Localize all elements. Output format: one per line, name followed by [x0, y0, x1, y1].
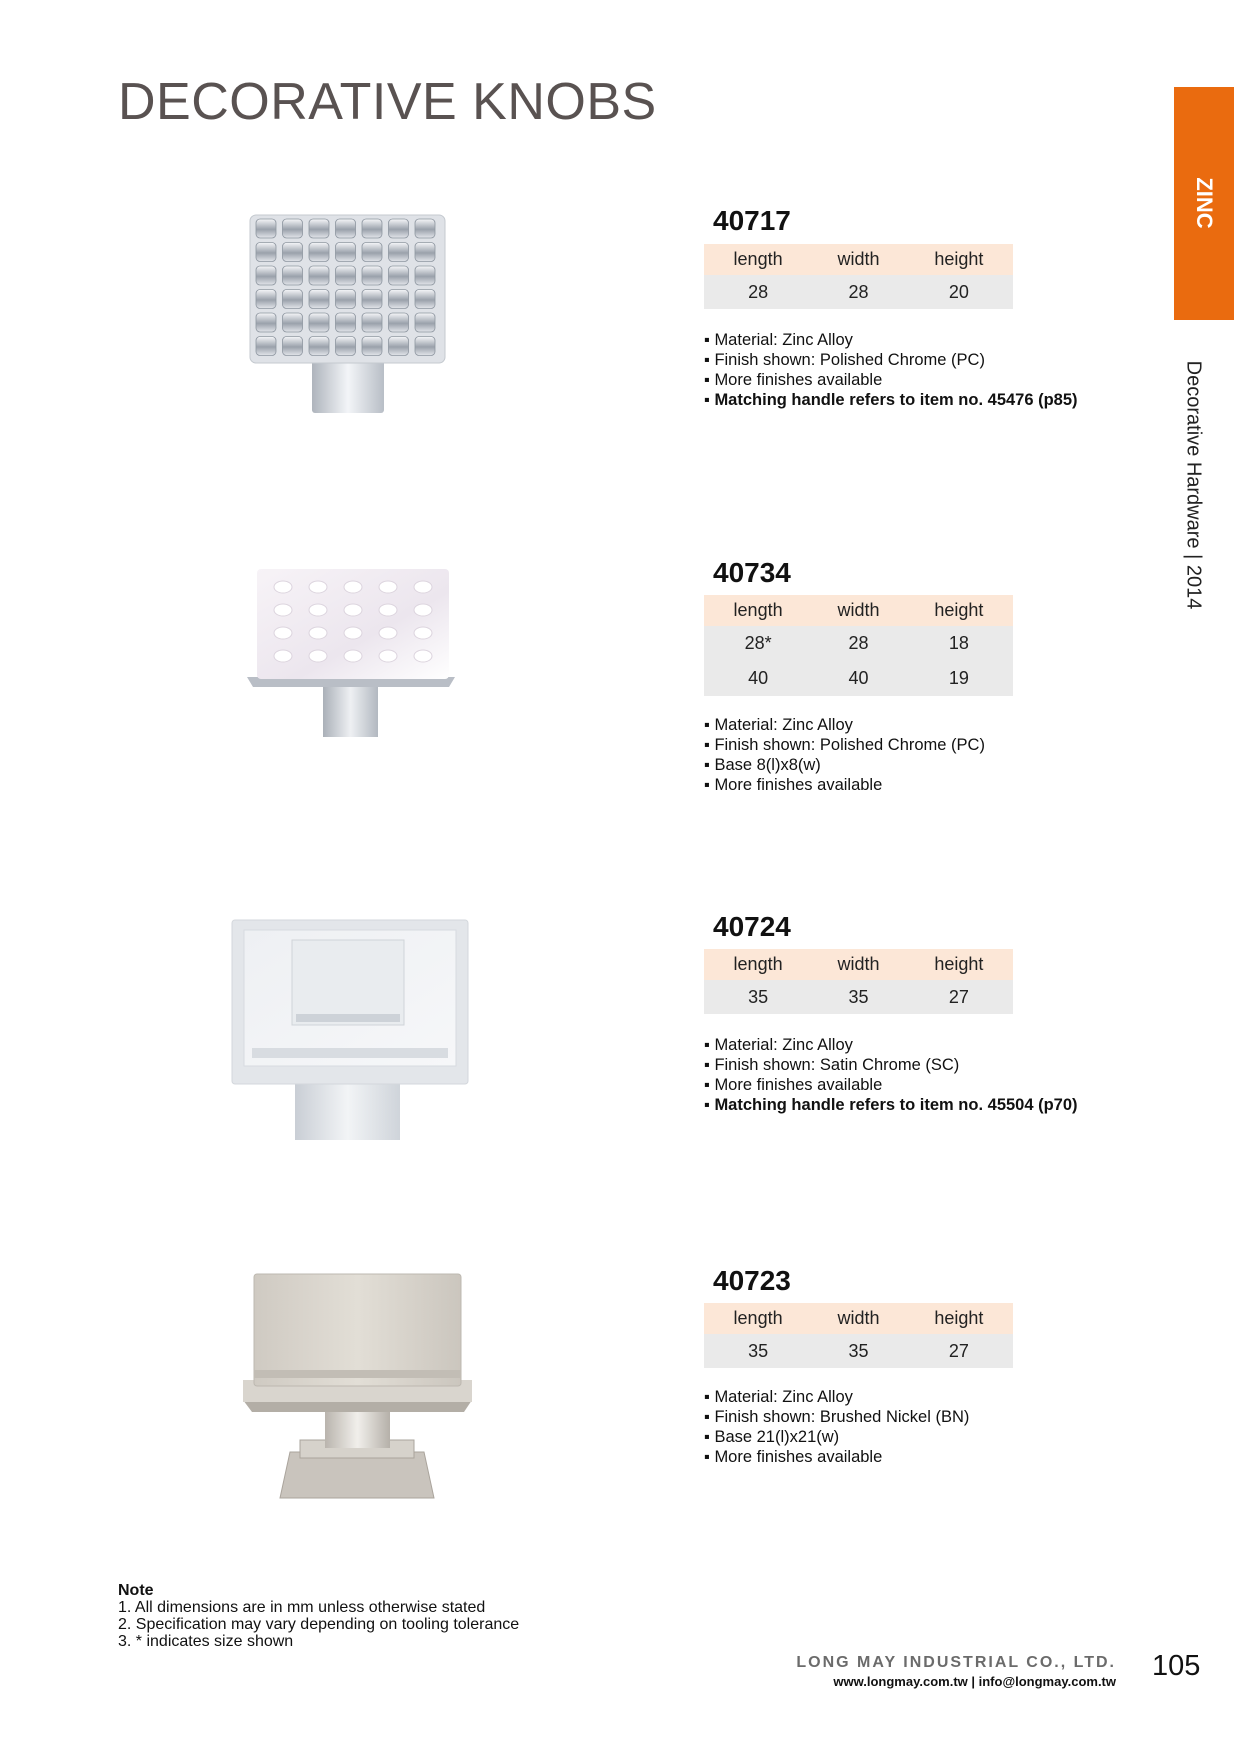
spec-item: ▪ Material: Zinc Alloy [704, 1387, 1134, 1407]
spec-list [704, 330, 1134, 410]
spec-item: ▪ Material: Zinc Alloy [704, 715, 1134, 735]
footnote [118, 1582, 519, 1650]
cell-height: 20 [905, 275, 1013, 309]
col-height: height [905, 244, 1013, 275]
spec-item: ▪ More finishes available [704, 370, 1134, 390]
table-row [704, 1334, 1013, 1368]
dimensions-table [704, 244, 1013, 309]
col-height: height [905, 595, 1013, 626]
page-number: 105 [1152, 1650, 1201, 1682]
cell-length: 35 [704, 1334, 812, 1368]
spec-item: ▪ More finishes available [704, 775, 1134, 795]
spec-item: ▪ Base 8(l)x8(w) [704, 755, 1134, 775]
cell-height: 18 [905, 626, 1013, 661]
matching-handle-note: ▪ Matching handle refers to item no. 45504 (p70) [704, 1095, 1134, 1115]
col-width: width [812, 595, 905, 626]
col-width: width [812, 949, 905, 980]
cell-length: 28 [704, 275, 812, 309]
knob-40723-image [240, 1270, 475, 1505]
table-row [704, 626, 1013, 661]
spec-item: ▪ Material: Zinc Alloy [704, 1035, 1134, 1055]
spec-item: ▪ Finish shown: Polished Chrome (PC) [704, 350, 1134, 370]
knob-40724-image [230, 918, 475, 1143]
cell-width: 28 [812, 275, 905, 309]
col-width: width [812, 1303, 905, 1334]
spec-item: ▪ Finish shown: Satin Chrome (SC) [704, 1055, 1134, 1075]
spec-list [704, 715, 1134, 795]
table-row [704, 275, 1013, 309]
spec-item: ▪ Base 21(l)x21(w) [704, 1427, 1134, 1447]
dimensions-table [704, 595, 1013, 696]
product-code: 40734 [713, 557, 791, 588]
knob-40734-image [243, 565, 463, 740]
cell-width: 35 [812, 980, 905, 1014]
page-title: DECORATIVE KNOBS [118, 73, 657, 131]
table-row [704, 980, 1013, 1014]
col-width: width [812, 244, 905, 275]
company-name: LONG MAY INDUSTRIAL CO., LTD. [796, 1654, 1116, 1671]
category-tab-zinc [1174, 87, 1234, 320]
product-code: 40717 [713, 205, 791, 236]
spec-item: ▪ Finish shown: Brushed Nickel (BN) [704, 1407, 1134, 1427]
product-code: 40723 [713, 1265, 791, 1296]
note-title: Note [118, 1582, 154, 1599]
product-code: 40724 [713, 911, 791, 942]
cell-height: 27 [905, 1334, 1013, 1368]
cell-length: 35 [704, 980, 812, 1014]
note-item: 2. Specification may vary depending on tooling tolerance [118, 1616, 520, 1633]
col-length: length [704, 595, 812, 626]
spec-item: ▪ More finishes available [704, 1447, 1134, 1467]
company-contact: www.longmay.com.tw | info@longmay.com.tw [833, 1674, 1116, 1689]
cell-width: 35 [812, 1334, 905, 1368]
cell-height: 27 [905, 980, 1013, 1014]
col-height: height [905, 949, 1013, 980]
table-row [704, 661, 1013, 696]
side-caption-text: Decorative Hardware | 2014 [1182, 360, 1205, 610]
col-length: length [704, 949, 812, 980]
col-height: height [905, 1303, 1013, 1334]
company-info [796, 1654, 1116, 1689]
cell-length: 40 [704, 661, 812, 696]
matching-handle-note: ▪ Matching handle refers to item no. 45476 (p85) [704, 390, 1134, 410]
note-item: 3. * indicates size shown [118, 1633, 294, 1650]
cell-width: 28 [812, 626, 905, 661]
spec-list [704, 1387, 1134, 1467]
cell-height: 19 [905, 661, 1013, 696]
dimensions-table [704, 1303, 1013, 1368]
col-length: length [704, 1303, 812, 1334]
dimensions-table [704, 949, 1013, 1014]
col-length: length [704, 244, 812, 275]
spec-item: ▪ Material: Zinc Alloy [704, 330, 1134, 350]
category-tab-label: ZINC [1192, 177, 1217, 229]
cell-length: 28* [704, 626, 812, 661]
spec-list [704, 1035, 1134, 1115]
spec-item: ▪ Finish shown: Polished Chrome (PC) [704, 735, 1134, 755]
spec-item: ▪ More finishes available [704, 1075, 1134, 1095]
note-item: 1. All dimensions are in mm unless otherwise stated [118, 1599, 486, 1616]
cell-width: 40 [812, 661, 905, 696]
knob-40717-image [240, 205, 460, 420]
